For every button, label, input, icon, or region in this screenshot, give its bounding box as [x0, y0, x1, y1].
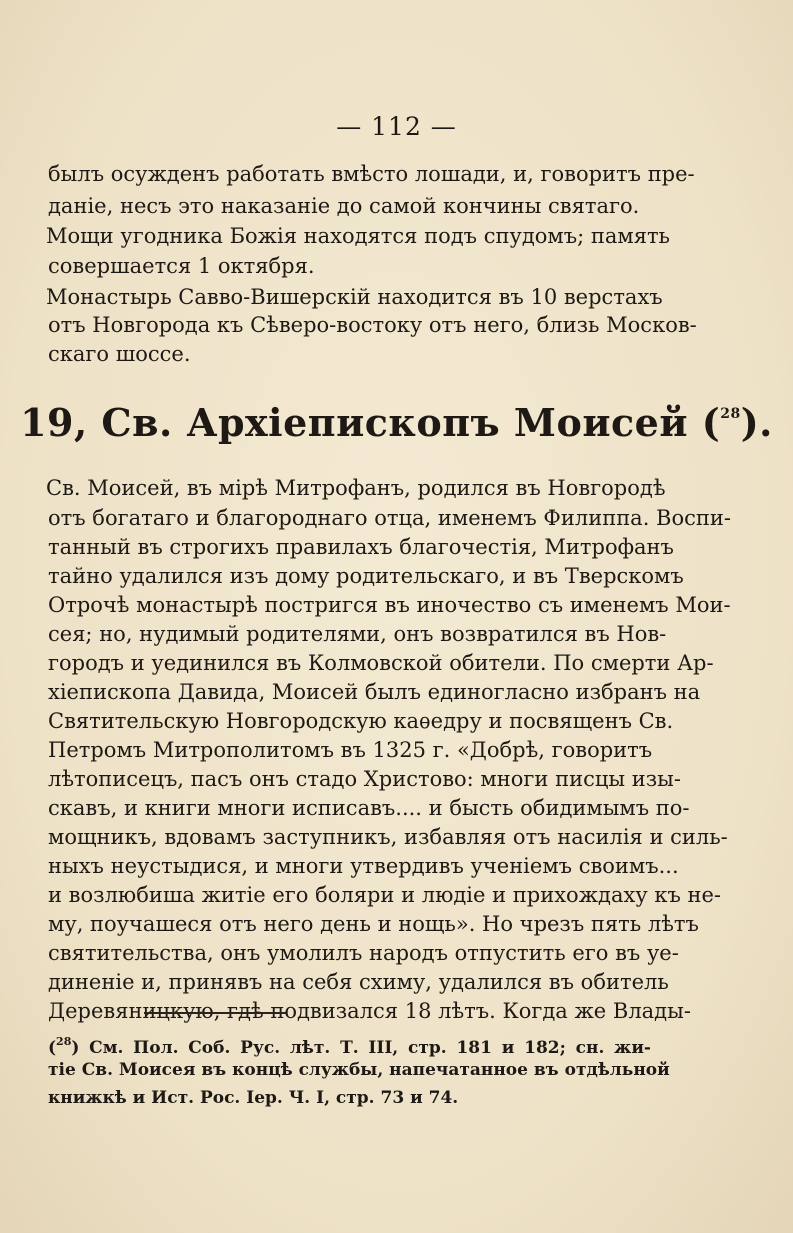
- footnote-line: тіе Св. Моисея въ концѣ службы, напечатанное въ отдѣльной: [48, 1060, 670, 1080]
- text-line: Отрочѣ монастырѣ постригся въ иночество съ именемъ Мои-: [48, 593, 731, 617]
- footnote-line: книжкѣ и Ист. Рос. Іер. Ч. I, стр. 73 и 74.: [48, 1088, 459, 1108]
- text-line: отъ Новгорода къ Сѣверо-востоку отъ него, близь Москов-: [48, 313, 697, 337]
- text-line: отъ богатаго и благороднаго отца, именемъ Филиппа. Воспи-: [48, 506, 731, 530]
- text-line: тайно удалился изъ дому родительскаго, и въ Тверскомъ: [48, 564, 684, 588]
- text-line: сея; но, нудимый родителями, онъ возвратился въ Нов-: [48, 622, 667, 646]
- text-line: былъ осужденъ работать вмѣсто лошади, и, говоритъ пре-: [48, 162, 695, 186]
- footnote-line: ($^{28}$) См. Пол. Соб. Рус. лѣт. Т. III, стр. 181 и 182; сн. жи-: [48, 1035, 651, 1058]
- heading-footnote-ref: 28: [720, 406, 741, 422]
- text-line: скавъ, и книги многи исписавъ.... и бысть обидимымъ по-: [48, 796, 690, 820]
- text-line: танный въ строгихъ правилахъ благочестія, Митрофанъ: [48, 535, 674, 559]
- text-line: Деревяницкую, гдѣ подвизался 18 лѣтъ. Когда же Влады-: [48, 999, 691, 1023]
- footnote-text: ) См. Пол. Соб. Рус. лѣт. Т. III, стр. 181 и 182; сн. жи-: [71, 1038, 651, 1058]
- text-line: хіепископа Давида, Моисей былъ единогласно избранъ на: [48, 680, 701, 704]
- text-line: святительства, онъ умолилъ народъ отпустить его въ уе-: [48, 941, 679, 965]
- text-line: совершается 1 октября.: [48, 254, 315, 278]
- text-line: Св. Моисей, въ мірѣ Митрофанъ, родился въ Новгородѣ: [46, 476, 666, 500]
- heading-close: ).: [740, 400, 773, 445]
- page-number: — 112 —: [336, 112, 457, 141]
- text-line: даніе, несъ это наказаніе до самой кончины святаго.: [48, 194, 640, 218]
- text-line: и возлюбиша житіе его боляри и людіе и прихождаху къ не-: [48, 883, 722, 907]
- text-line: мощникъ, вдовамъ заступникъ, избавляя отъ насилія и силь-: [48, 825, 728, 849]
- footnote-separator: [144, 1012, 286, 1014]
- chapter-heading: [0, 400, 793, 445]
- text-line: ныхъ неустыдися, и многи утвердивъ ученіемъ своимъ...: [48, 854, 679, 878]
- text-line: Монастырь Савво-Вишерскій находится въ 10 верстахъ: [46, 285, 663, 309]
- text-line: Петромъ Митрополитомъ въ 1325 г. «Добрѣ, говоритъ: [48, 738, 653, 762]
- text-line: городъ и уединился въ Колмовской обители. По смерти Ар-: [48, 651, 714, 675]
- text-line: лѣтописецъ, пасъ онъ стадо Христово: многи писцы изы-: [48, 767, 681, 791]
- text-line: диненіе и, принявъ на себя схиму, удалился въ обитель: [48, 970, 669, 994]
- text-line: му, поучашеся отъ него день и нощь». Но чрезъ пять лѣтъ: [48, 912, 699, 936]
- text-line: Мощи угодника Божія находятся подъ спудомъ; память: [46, 224, 670, 248]
- text-line: скаго шоссе.: [48, 342, 191, 366]
- footnote-marker: 28: [56, 1035, 72, 1048]
- heading-text: 19, Св. Архіепископъ Моисей (: [20, 400, 721, 445]
- text-line: Святительскую Новгородскую каѳедру и посвященъ Св.: [48, 709, 674, 733]
